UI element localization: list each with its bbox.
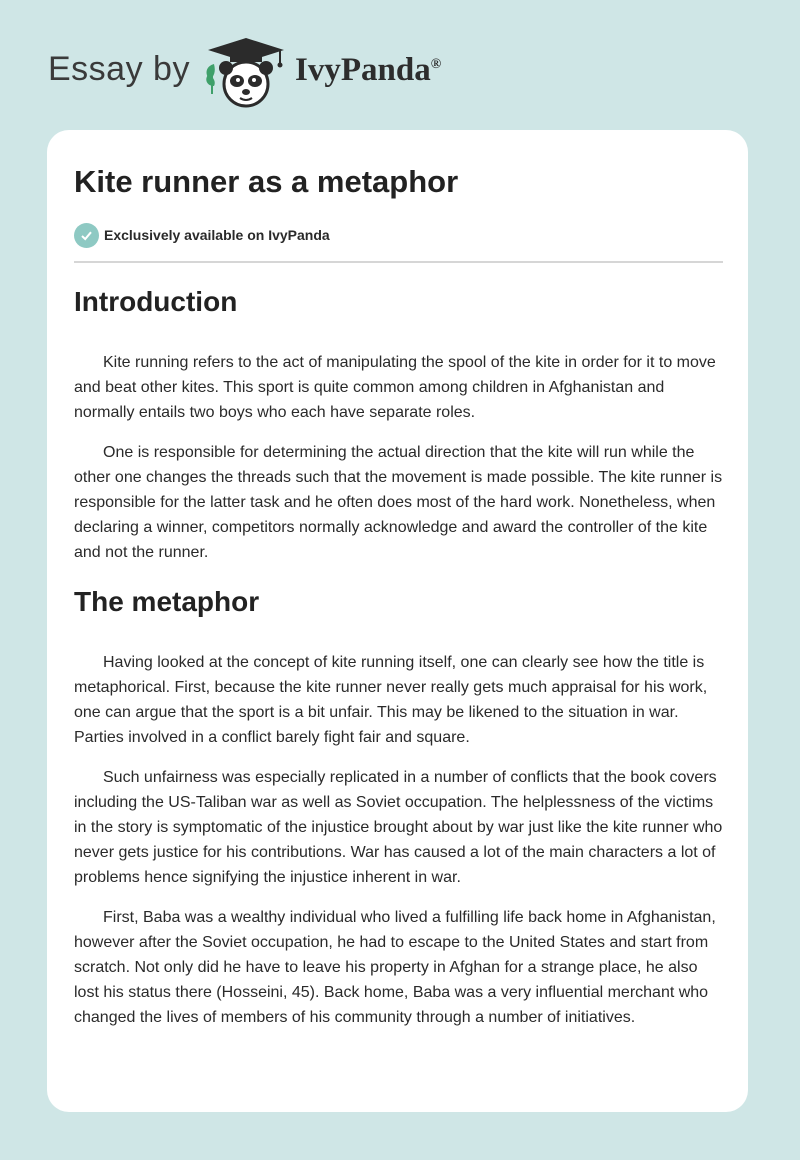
divider <box>74 261 723 263</box>
badge-label: Exclusively available on IvyPanda <box>104 227 330 243</box>
paragraph: Kite running refers to the act of manipulating the spool of the kite in order for it to move and beat other kites. This sport is quite common among children in Afghanistan and normally entails two boys who each have separate roles. <box>74 354 716 421</box>
section-heading: The metaphor <box>74 586 260 617</box>
paragraph: One is responsible for determining the actual direction that the kite will run while the other one changes the threads such that the movement is made possible. The kite runner is responsible for the latter task and he often does most of the hard work. Nonetheless, when declaring a winner, competitors normally acknowledge and award the controller of the kite and not the runner. <box>74 444 723 561</box>
brand-prefix: Essay by <box>48 50 190 88</box>
essay-body <box>74 280 724 1045</box>
paragraph: Such unfairness was especially replicated in a number of conflicts that the book covers including the US-Taliban war as well as Soviet occupation. The helplessness of the victims in the story is symptomatic of the injustice brought about by war just like the kite runner who never gets justice for his contributions. War has caused a lot of the main characters a lot of problems hence signifying the injustice inherent in war. <box>74 769 723 886</box>
essay-card <box>47 130 748 1112</box>
page-title: Kite runner as a metaphor <box>74 164 459 199</box>
panda-logo-icon <box>200 34 292 110</box>
paragraph: Having looked at the concept of kite running itself, one can clearly see how the title is metaphorical. First, because the kite runner never really gets much appraisal for his work, one can argue that the sport is a bit unfair. This may be likened to the situation in war. Parties involved in a conflict barely fight fair and square. <box>74 654 708 746</box>
paragraph: First, Baba was a wealthy individual who lived a fulfilling life back home in Afghanistan, however after the Soviet occupation, he had to escape to the United States and start from scratch. Not only did he have to leave his property in Afghan for a strange place, he also lost his status there (Hosseini, 45). Back home, Baba was a very influential merchant who changed the lives of members of his community through a number of initiatives. <box>74 909 716 1026</box>
brand-header <box>48 34 548 114</box>
exclusive-badge <box>74 222 330 248</box>
section-heading: Introduction <box>74 286 238 317</box>
check-icon <box>74 223 99 248</box>
brand-name: IvyPanda® <box>295 52 442 88</box>
